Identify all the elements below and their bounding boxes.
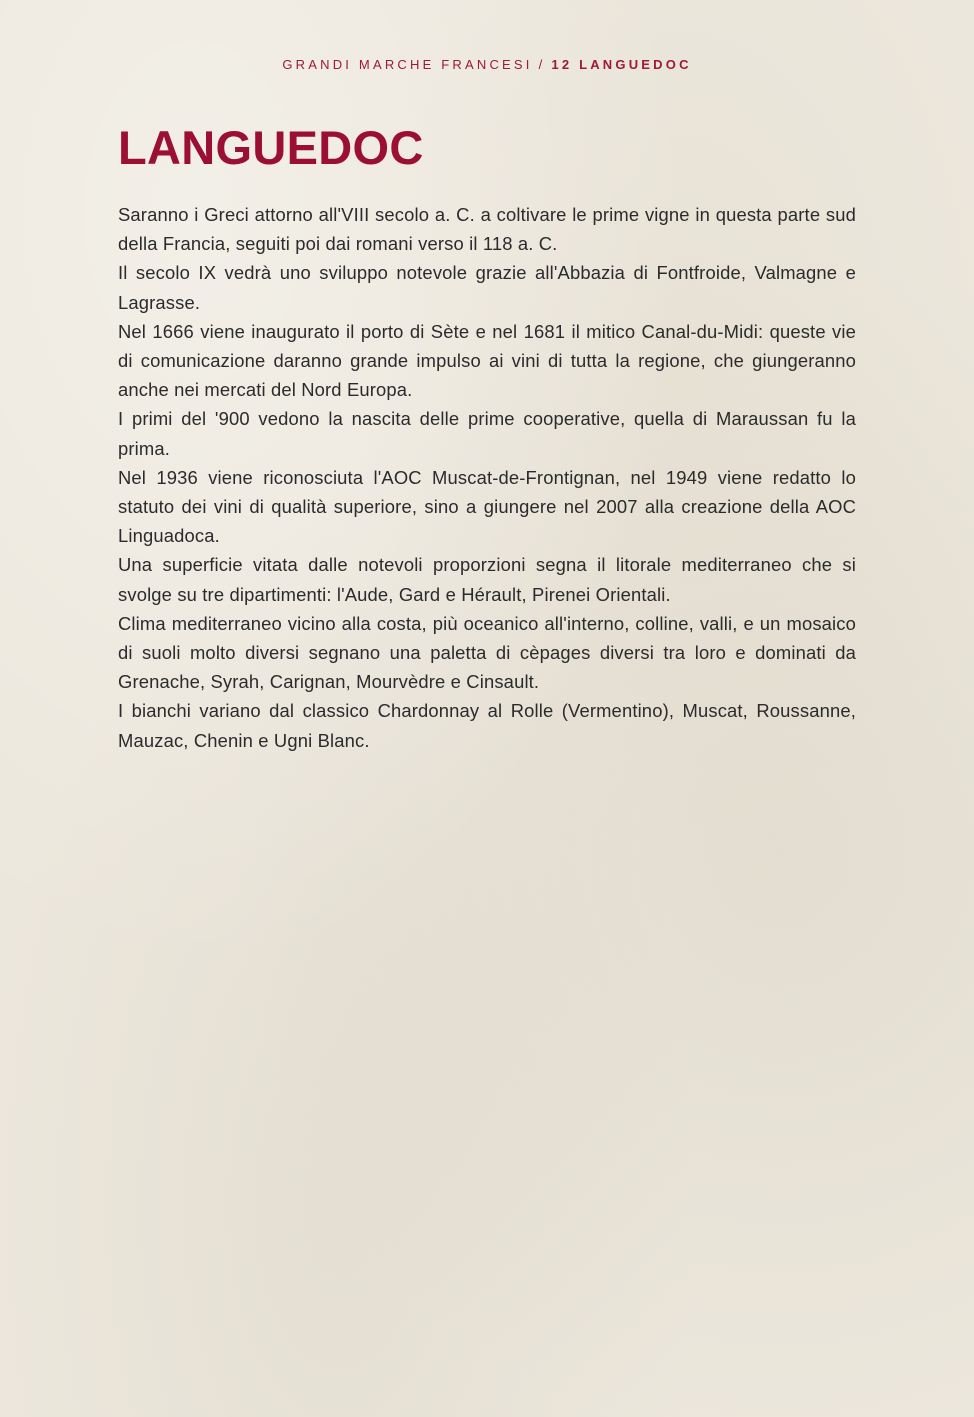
running-header-section: GRANDI MARCHE FRANCESI (282, 57, 533, 72)
paragraph: Il secolo IX vedrà uno sviluppo notevole grazie all'Abbazia di Fontfroide, Valmagne e Lagrasse. (118, 262, 856, 313)
paragraph: Nel 1936 viene riconosciuta l'AOC Muscat-de-Frontignan, nel 1949 viene redatto lo statuto dei vini di qualità superiore, sino a giungere nel 2007 alla creazione della AOC Linguadoca. (118, 466, 856, 547)
paragraph: I primi del '900 vedono la nascita delle prime cooperative, quella di Maraussan fu la prima. (118, 408, 856, 459)
body-text (118, 200, 856, 755)
running-header-separator: / (538, 57, 546, 72)
running-header-chapter: 12 LANGUEDOC (551, 57, 692, 72)
paragraph: Nel 1666 viene inaugurato il porto di Sète e nel 1681 il mitico Canal-du-Midi: queste vie di comunicazione daranno grande impulso ai vini di tutta la regione, che giungeranno anche nei mercati del Nord Europa. (118, 320, 856, 401)
paragraph: I bianchi variano dal classico Chardonnay al Rolle (Vermentino), Muscat, Roussanne, Mauzac, Chenin e Ugni Blanc. (118, 700, 856, 751)
paragraph: Una superficie vitata dalle notevoli proporzioni segna il litorale mediterraneo che si svolge su tre dipartimenti: l'Aude, Gard e Hérault, Pirenei Orientali. (118, 554, 856, 605)
paragraph: Clima mediterraneo vicino alla costa, più oceanico all'interno, colline, valli, e un mosaico di suoli molto diversi segnano una paletta di cèpages diversi tra loro e dominati da Grenache, Syrah, Carignan, Mourvèdre e Cinsault. (118, 612, 856, 693)
running-header (0, 57, 974, 72)
page-title: LANGUEDOC (118, 121, 424, 174)
paragraph: Saranno i Greci attorno all'VIII secolo a. C. a coltivare le prime vigne in questa parte sud della Francia, seguiti poi dai romani verso il 118 a. C. (118, 204, 856, 255)
